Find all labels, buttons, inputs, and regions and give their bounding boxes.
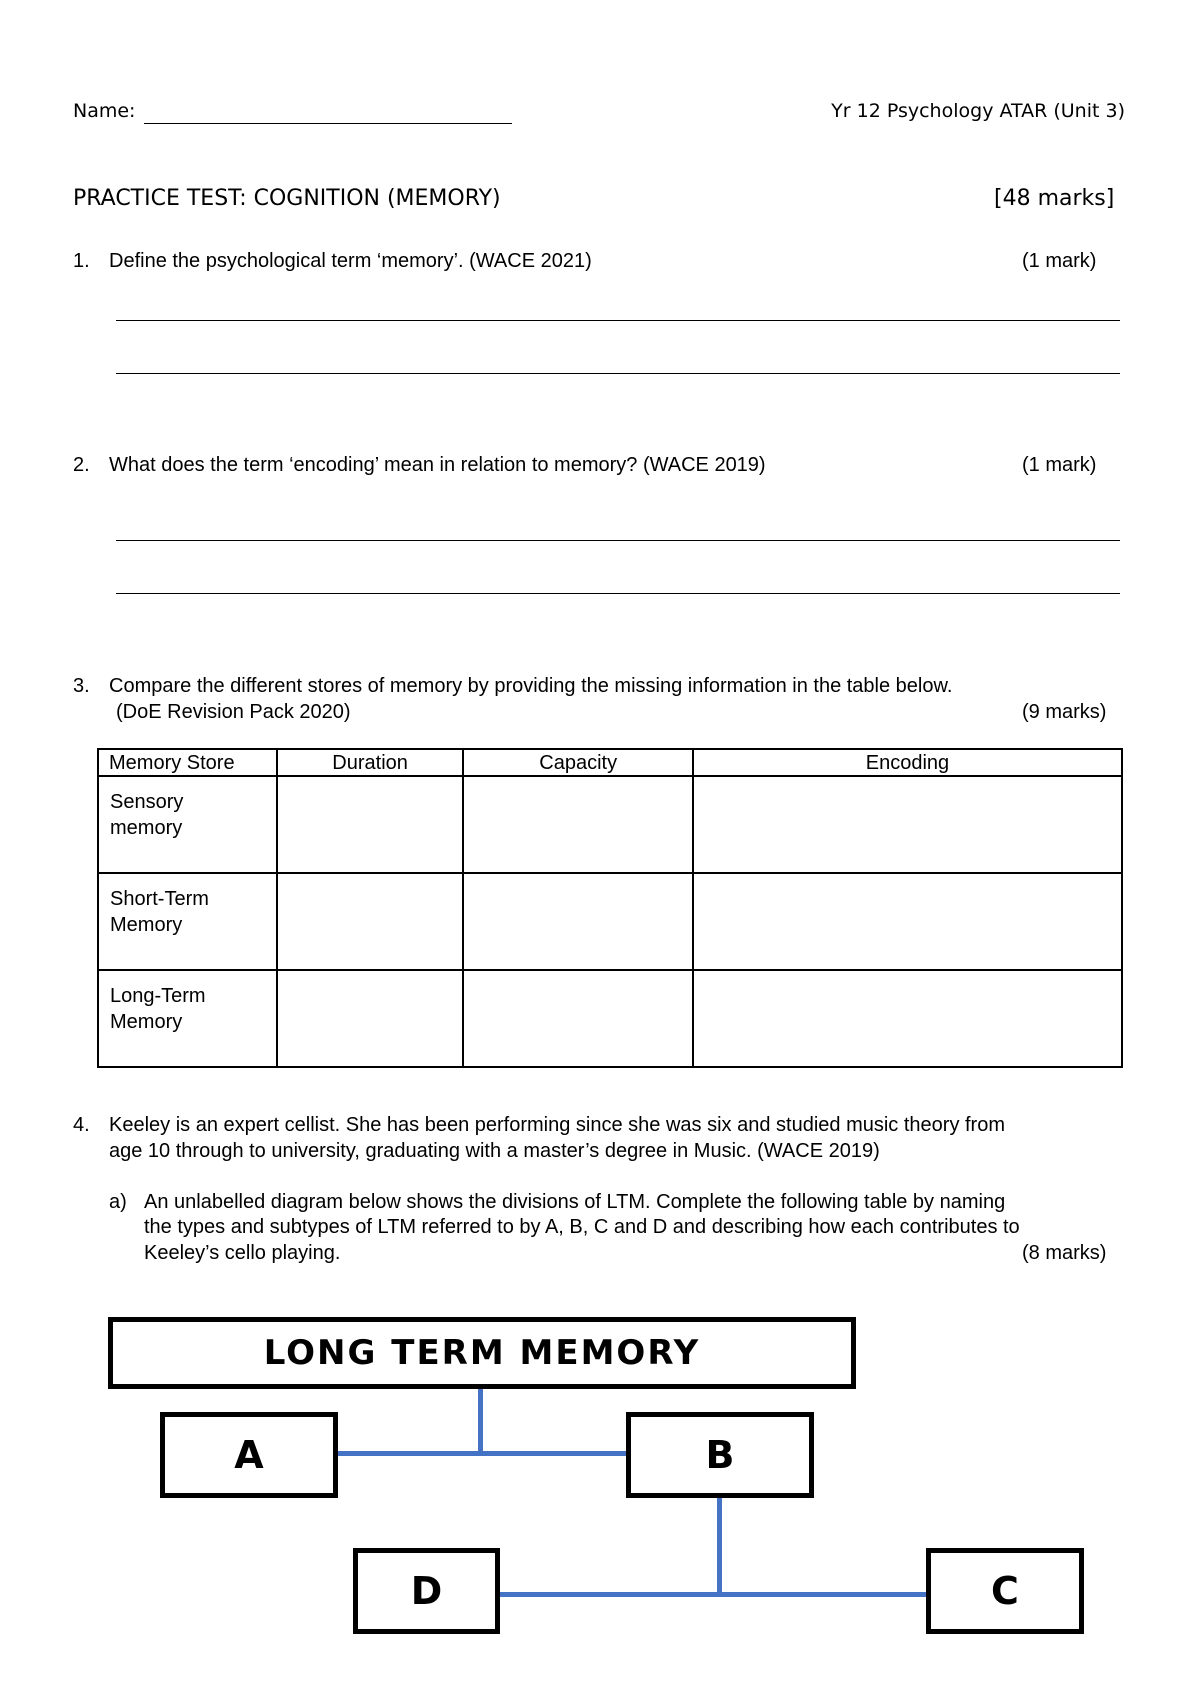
answer-cell-capacity[interactable] bbox=[463, 970, 693, 1067]
node-b-box bbox=[626, 1412, 814, 1498]
node-c-label: C bbox=[991, 1569, 1019, 1613]
part-a-label: a) bbox=[109, 1191, 127, 1213]
answer-cell-encoding[interactable] bbox=[693, 873, 1122, 970]
name-answer-line[interactable] bbox=[144, 123, 512, 124]
node-a-label: A bbox=[234, 1433, 264, 1477]
node-d-box bbox=[353, 1548, 500, 1634]
course-label: Yr 12 Psychology ATAR (Unit 3) bbox=[831, 100, 1125, 122]
answer-line[interactable] bbox=[116, 373, 1120, 374]
table-row bbox=[98, 873, 1122, 970]
part-a-text-line: the types and subtypes of LTM referred to by A, B, C and D and describing how each contributes to bbox=[144, 1216, 1020, 1238]
question-1-number: 1. bbox=[73, 250, 90, 272]
row-label-line: memory bbox=[110, 817, 183, 839]
connector-root-to-branch bbox=[478, 1384, 483, 1455]
question-1-marks: (1 mark) bbox=[1022, 250, 1097, 272]
ltm-root-box bbox=[108, 1317, 856, 1389]
connector-a-b bbox=[332, 1451, 630, 1456]
answer-cell-encoding[interactable] bbox=[693, 970, 1122, 1067]
answer-line[interactable] bbox=[116, 593, 1120, 594]
answer-line[interactable] bbox=[116, 540, 1120, 541]
question-3-text: Compare the different stores of memory by providing the missing information in the table below. bbox=[109, 675, 953, 697]
row-label-long-term bbox=[98, 970, 277, 1067]
answer-cell-capacity[interactable] bbox=[463, 873, 693, 970]
table-row bbox=[98, 970, 1122, 1067]
question-3-marks: (9 marks) bbox=[1022, 701, 1107, 723]
question-3-source: (DoE Revision Pack 2020) bbox=[116, 701, 351, 723]
node-b-label: B bbox=[705, 1433, 735, 1477]
question-4-text-line: age 10 through to university, graduating with a master’s degree in Music. (WACE 2019) bbox=[109, 1140, 880, 1162]
question-2-marks: (1 mark) bbox=[1022, 454, 1097, 476]
table-header-row bbox=[98, 749, 1122, 776]
row-label-short-term bbox=[98, 873, 277, 970]
connector-d-c bbox=[494, 1592, 930, 1597]
part-a-text-line: An unlabelled diagram below shows the divisions of LTM. Complete the following table by naming bbox=[144, 1191, 1006, 1213]
node-c-box bbox=[926, 1548, 1084, 1634]
row-label-line: Short-Term bbox=[110, 888, 209, 910]
header-encoding: Encoding bbox=[693, 749, 1122, 776]
question-4-text-line: Keeley is an expert cellist. She has been performing since she was six and studied music theory from bbox=[109, 1114, 1005, 1136]
test-title: PRACTICE TEST: COGNITION (MEMORY) bbox=[73, 186, 501, 211]
row-label-line: Sensory bbox=[110, 791, 184, 813]
header-memory-store: Memory Store bbox=[98, 749, 277, 776]
answer-cell-duration[interactable] bbox=[277, 970, 464, 1067]
answer-cell-duration[interactable] bbox=[277, 776, 464, 873]
row-label-sensory bbox=[98, 776, 277, 873]
answer-cell-capacity[interactable] bbox=[463, 776, 693, 873]
connector-b-to-branch bbox=[717, 1488, 722, 1596]
header-duration: Duration bbox=[277, 749, 464, 776]
memory-stores-table bbox=[97, 748, 1123, 1068]
part-a-text-line: Keeley’s cello playing. bbox=[144, 1242, 341, 1264]
part-a-marks: (8 marks) bbox=[1022, 1242, 1107, 1264]
question-2-number: 2. bbox=[73, 454, 90, 476]
answer-cell-encoding[interactable] bbox=[693, 776, 1122, 873]
row-label-line: Memory bbox=[110, 1011, 183, 1033]
answer-line[interactable] bbox=[116, 320, 1120, 321]
answer-cell-duration[interactable] bbox=[277, 873, 464, 970]
ltm-root-label: LONG TERM MEMORY bbox=[263, 1333, 701, 1373]
question-3-number: 3. bbox=[73, 675, 90, 697]
node-a-box bbox=[160, 1412, 338, 1498]
question-4-number: 4. bbox=[73, 1114, 90, 1136]
name-label: Name: bbox=[73, 100, 136, 122]
header-capacity: Capacity bbox=[463, 749, 693, 776]
node-d-label: D bbox=[410, 1569, 443, 1613]
row-label-line: Memory bbox=[110, 914, 183, 936]
question-1-text: Define the psychological term ‘memory’. (WACE 2021) bbox=[109, 250, 592, 272]
row-label-line: Long-Term bbox=[110, 985, 206, 1007]
table-row bbox=[98, 776, 1122, 873]
total-marks: [48 marks] bbox=[994, 186, 1115, 211]
question-2-text: What does the term ‘encoding’ mean in relation to memory? (WACE 2019) bbox=[109, 454, 766, 476]
